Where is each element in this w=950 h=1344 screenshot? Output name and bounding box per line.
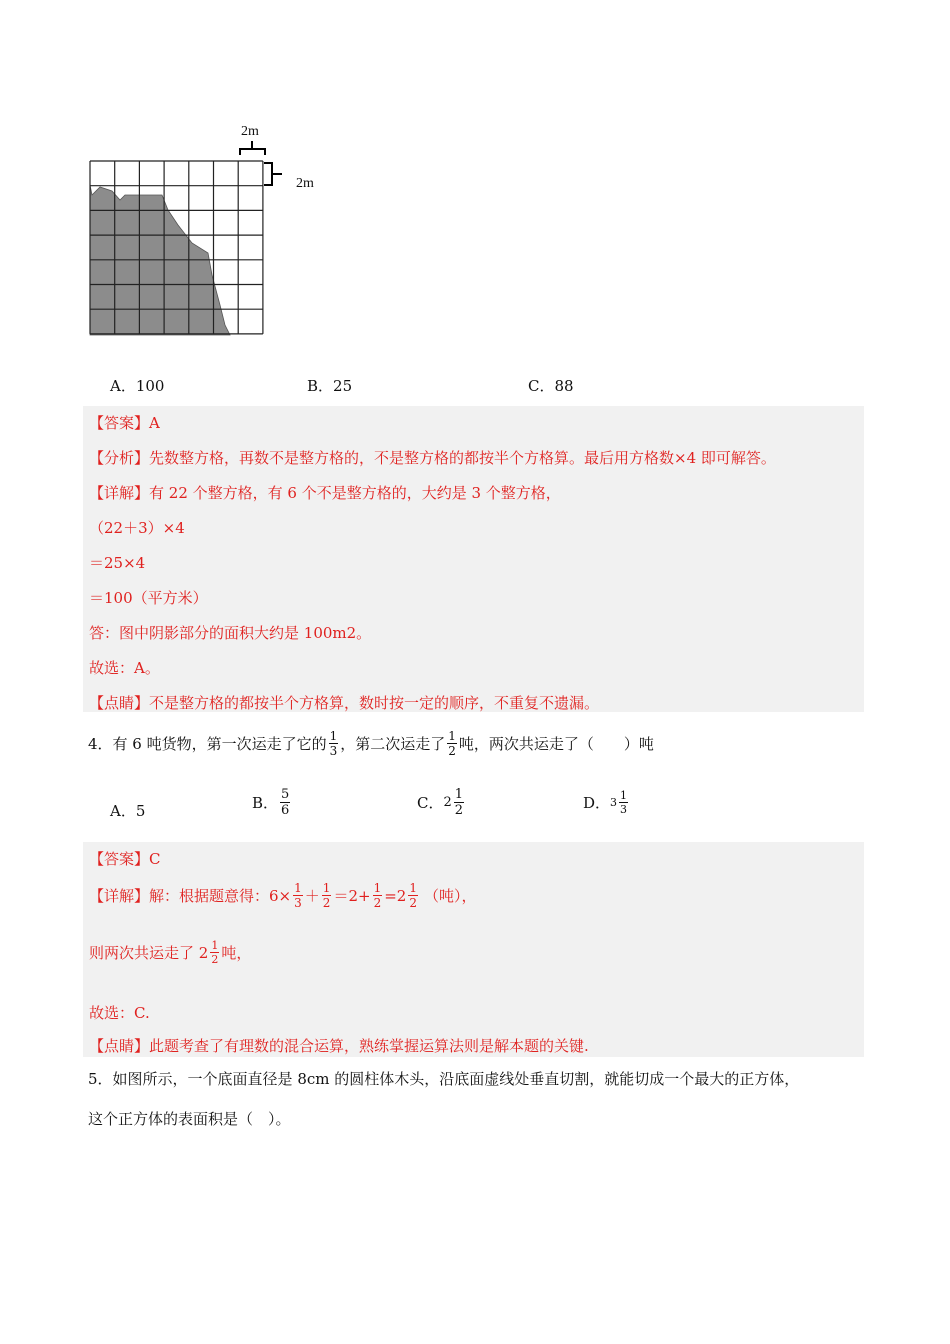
side-label: 2m — [296, 176, 314, 191]
q4-stem-fraction-1: $\frac{1}{3}$ — [329, 729, 338, 758]
q3-answer: A — [149, 414, 160, 432]
q3-calc2: ＝25×4 — [89, 554, 146, 572]
q3-analysis-line — [89, 447, 776, 468]
q4-option-b: B． $\frac{5}{6}$ — [252, 787, 290, 818]
q4-detail-fraction-4: $\frac{1}{2}$ — [409, 881, 417, 910]
q3-choose: 故选：A。 — [89, 659, 160, 677]
q4-answer-line — [89, 848, 161, 869]
grid-figure — [80, 115, 340, 345]
q4-stem-b: ，第二次运走了 — [340, 735, 446, 753]
q4-then-line: 则两次共运走了 2 $\frac{1}{2}$ 吨， — [89, 939, 252, 966]
q4-option-b-fraction: $\frac{5}{6}$ — [281, 787, 290, 818]
q3-option-a: A．100 — [110, 377, 165, 395]
q4-detail-line: 【详解】 解：根据题意得：6× $\frac{1}{3}$ ＋ $\frac{1}{2}$ ＝2+ $\frac{1}{2}$ =2 $\frac{1}{2}$ （吨）， — [89, 881, 477, 910]
q4-stem-fraction-2: $\frac{1}{2}$ — [448, 729, 456, 758]
q5-line2: 这个正方体的表面积是（ ）。 — [88, 1110, 291, 1128]
q4-option-d: D． 3 $\frac{1}{3}$ — [583, 790, 630, 815]
q4-option-c-mixed: 2 $\frac{1}{2}$ — [443, 787, 464, 818]
q3-detail-line — [89, 482, 561, 503]
q4-stem-c: 吨，两次共运走了（ ）吨 — [458, 735, 654, 753]
q4-stem-a: 4．有 6 吨货物，第一次运走了它的 — [88, 735, 327, 753]
q4-detail-fraction-3: $\frac{1}{2}$ — [373, 881, 382, 910]
q3-answer-line — [89, 412, 160, 433]
q4-then-fraction: $\frac{1}{2}$ — [211, 939, 219, 966]
q4-point-line: 【点睛】此题考查了有理数的混合运算，熟练掌握运算法则是解本题的关键. — [89, 1037, 589, 1055]
q3-analysis: 先数整方格，再数不是整方格的，不是整方格的都按半个方格算。最后用方格数×4 即可解答。 — [149, 449, 776, 467]
q4-detail-fraction-2: $\frac{1}{2}$ — [322, 881, 331, 910]
q3-option-c: C．88 — [528, 377, 574, 395]
q4-answer: C — [149, 850, 161, 868]
q3-point-tag: 【点睛】 — [89, 694, 150, 712]
q5-line1: 5．如图所示，一个底面直径是 8cm 的圆柱体木头，沿底面虚线处垂直切割，就能切成一个最大的正方体， — [88, 1070, 800, 1088]
top-label: 2m — [241, 124, 259, 139]
q4-detail-fraction-1: $\frac{1}{3}$ — [294, 881, 302, 910]
q3-detail-tag: 【详解】 — [89, 484, 150, 502]
q4-option-d-mixed: 3 $\frac{1}{3}$ — [610, 789, 628, 816]
q3-analysis-tag: 【分析】 — [89, 449, 150, 467]
q3-point-line — [89, 692, 599, 713]
q4-point: 此题考查了有理数的混合运算，熟练掌握运算法则是解本题的关键. — [149, 1037, 589, 1055]
q4-choose: 故选：C. — [89, 1004, 150, 1022]
q3-calc3: ＝100（平方米） — [89, 589, 208, 607]
q3-answer-panel — [83, 406, 864, 712]
q3-point: 不是整方格的都按半个方格算，数时按一定的顺序，不重复不遗漏。 — [149, 694, 600, 712]
q4-answer-tag: 【答案】 — [89, 850, 150, 868]
q3-detail: 有 22 个整方格，有 6 个不是整方格的，大约是 3 个整方格， — [149, 484, 561, 502]
q3-reply: 答：图中阴影部分的面积大约是 100m2。 — [89, 624, 372, 642]
side-bracket — [264, 163, 282, 185]
top-bracket — [240, 141, 265, 155]
q4-option-c: C． 2 $\frac{1}{2}$ — [417, 788, 466, 817]
q4-answer-panel — [83, 842, 864, 1057]
grid-figure-svg — [80, 115, 340, 345]
q3-option-b: B．25 — [307, 377, 353, 395]
q3-answer-tag: 【答案】 — [89, 414, 150, 432]
q4-option-a: A．5 — [110, 802, 146, 820]
q4-stem — [88, 730, 654, 757]
q3-calc1: （22＋3）×4 — [89, 519, 185, 537]
